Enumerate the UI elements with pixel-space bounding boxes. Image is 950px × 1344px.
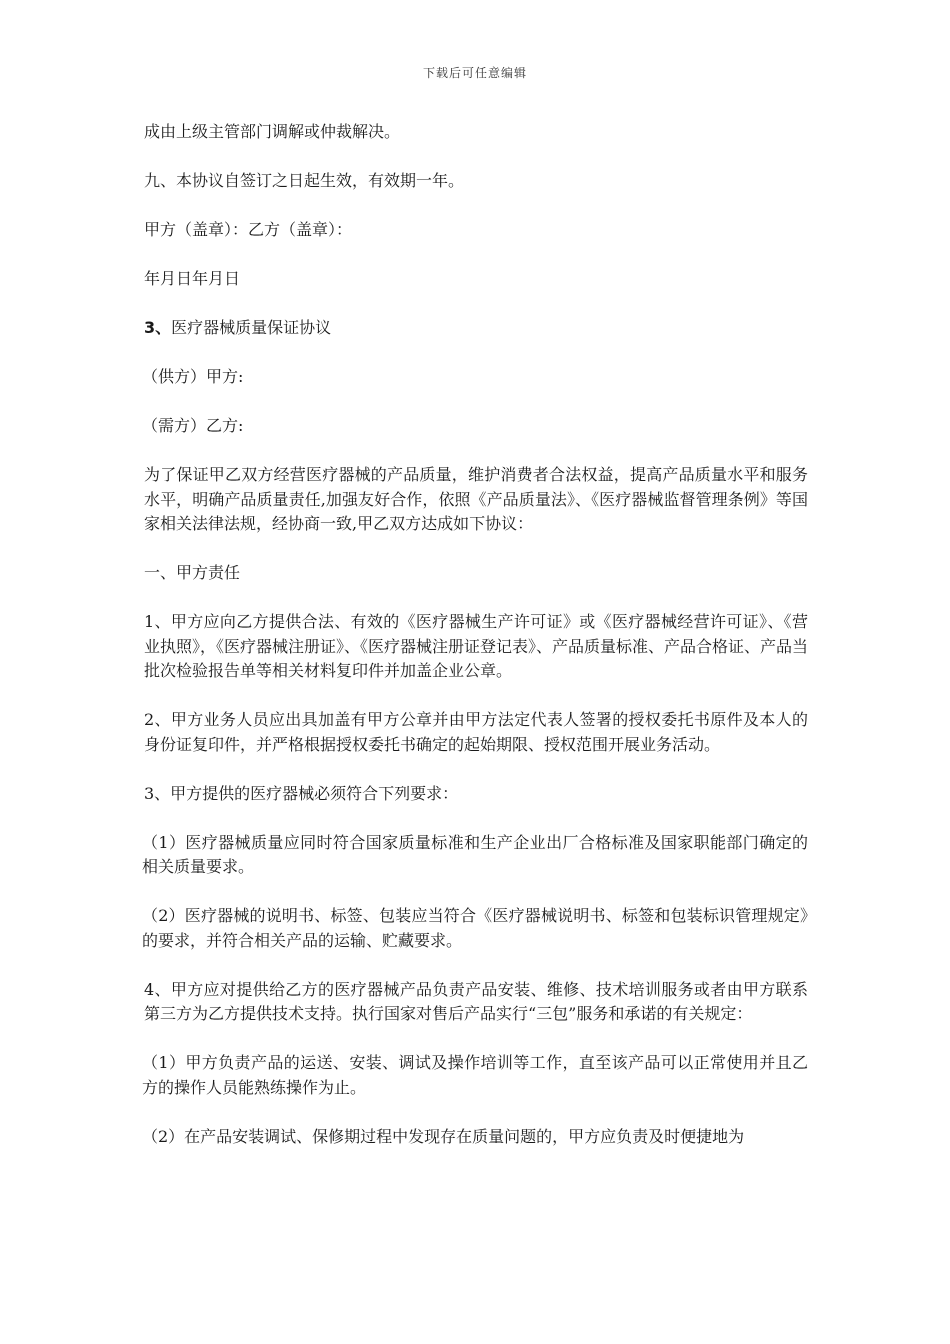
paragraph-clause-nine: 九、本协议自签订之日起生效，有效期一年。 [144, 171, 465, 190]
paragraph-item-3-sub-1: （1）医疗器械质量应同时符合国家质量标准和生产企业出厂合格标准及国家职能部门确定的相关质量要求。 [142, 832, 808, 876]
paragraph-item-4-sub-1: （1）甲方负责产品的运送、安装、调试及操作培训等工作，直至该产品可以正常使用并且乙方的操作人员能熟练操作为止。 [142, 1053, 808, 1097]
section-number: 3、 [144, 318, 172, 337]
paragraph-item-3: 3、甲方提供的医疗器械必须符合下列要求： [144, 783, 459, 803]
paragraph-supplier: （供方）甲方: [142, 367, 244, 386]
paragraph-item-1: 1、甲方应向乙方提供合法、有效的《医疗器械生产许可证》或《医疗器械经营许可证》、《营业执照》，《医疗器械注册证》、《医疗器械注册证登记表》、产品质量标准、产品合格证、产品当批次检验报告单等相关材料复印件并加盖企业公章。 [144, 612, 809, 680]
paragraph-preamble: 为了保证甲乙双方经营医疗器械的产品质量，维护消费者合法权益，提高产品质量水平和服务水平，明确产品质量责任,加强友好合作，依照《产品质量法》、《医疗器械监督管理条例》等国家相关法律法规，经协商一致,甲乙双方达成如下协议： [144, 465, 808, 533]
document-body [144, 120, 808, 1174]
paragraph-item-3-sub-2: （2）医疗器械的说明书、标签、包装应当符合《医疗器械说明书、标签和包装标识管理规定》的要求，并符合相关产品的运输、贮藏要求。 [142, 906, 808, 950]
section-heading [144, 316, 808, 341]
paragraph-buyer: （需方）乙方: [142, 416, 244, 435]
paragraph-seal-line: 甲方（盖章）：乙方（盖章）： [144, 220, 353, 239]
paragraph-party-a-duties-heading: 一、甲方责任 [144, 563, 241, 582]
paragraph-dispute-resolution: 成由上级主管部门调解或仲裁解决。 [144, 122, 401, 141]
section-title: 医疗器械质量保证协议 [171, 318, 332, 337]
page-header: 下载后可任意编辑 [422, 66, 527, 80]
paragraph-date-line: 年月日年月日 [144, 269, 241, 288]
paragraph-item-4: 4、甲方应对提供给乙方的医疗器械产品负责产品安装、维修、技术培训服务或者由甲方联系第三方为乙方提供技术支持。执行国家对售后产品实行“三包”服务和承诺的有关规定： [144, 979, 808, 1023]
paragraph-item-2: 2、甲方业务人员应出具加盖有甲方公章并由甲方法定代表人签署的授权委托书原件及本人的身份证复印件，并严格根据授权委托书确定的起始期限、授权范围开展业务活动。 [144, 710, 808, 754]
paragraph-item-4-sub-2: （2）在产品安装调试、保修期过程中发现存在质量问题的，甲方应负责及时便捷地为 [142, 1126, 745, 1146]
